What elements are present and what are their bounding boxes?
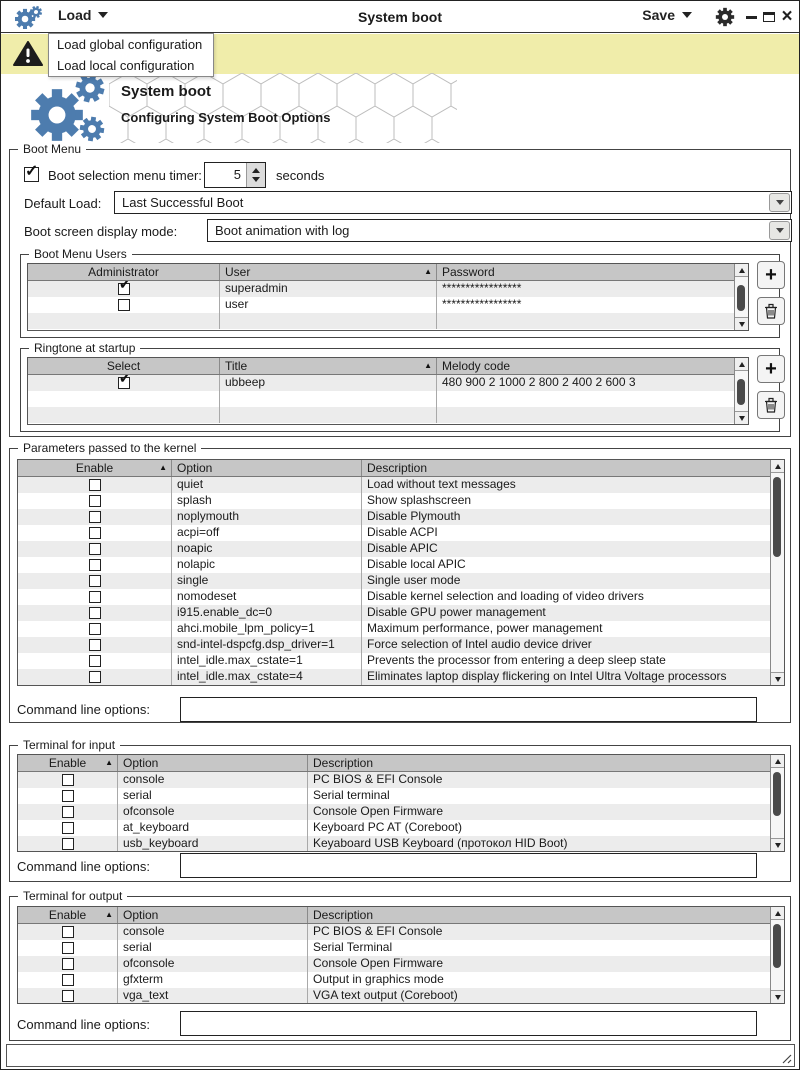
column-header-label: Administrator bbox=[88, 265, 159, 279]
terminal-output-cmdline-label: Command line options: bbox=[17, 1017, 150, 1032]
cell-description[interactable]: Keyboard PC AT (Coreboot) bbox=[313, 820, 462, 834]
arrow-up-icon bbox=[775, 911, 781, 916]
checkbox-cell bbox=[18, 589, 172, 605]
checkbox-cell bbox=[18, 477, 172, 493]
save-menu-label: Save bbox=[642, 7, 675, 23]
row-checkbox[interactable] bbox=[62, 974, 74, 986]
table-row[interactable] bbox=[18, 772, 784, 788]
cell-option[interactable]: splash bbox=[172, 493, 362, 509]
arrow-up-icon bbox=[739, 268, 745, 273]
default-load-value: Last Successful Boot bbox=[122, 195, 244, 210]
cell-option[interactable]: serial bbox=[118, 940, 308, 956]
table-row[interactable] bbox=[18, 924, 784, 940]
column-header-melody-code[interactable] bbox=[437, 358, 734, 374]
scrollbar-thumb[interactable] bbox=[773, 924, 781, 968]
menu-item-load-global-configuration[interactable]: Load global configuration bbox=[57, 37, 203, 52]
scroll-up-button[interactable] bbox=[735, 264, 748, 277]
maximize-icon bbox=[763, 12, 775, 22]
arrow-down-icon bbox=[739, 416, 745, 421]
cell-user[interactable]: user bbox=[220, 297, 437, 313]
table-header-row bbox=[18, 460, 784, 477]
minimize-button[interactable] bbox=[743, 10, 759, 24]
row-checkbox[interactable] bbox=[62, 774, 74, 786]
timer-value: 5 bbox=[233, 167, 241, 182]
table-row[interactable] bbox=[18, 573, 784, 589]
cell-description[interactable]: Serial terminal bbox=[313, 788, 390, 802]
column-header-select[interactable] bbox=[28, 358, 220, 374]
display-mode-label: Boot screen display mode: bbox=[24, 224, 178, 239]
ringtone-legend: Ringtone at startup bbox=[29, 341, 140, 355]
warning-icon bbox=[13, 41, 43, 67]
column-header-enable[interactable] bbox=[18, 755, 118, 771]
cell-description[interactable]: Output in graphics mode bbox=[313, 972, 444, 986]
scroll-up-button[interactable] bbox=[771, 460, 784, 473]
cell-description[interactable]: Keyaboard USB Keyboard (протокол HID Boot) bbox=[313, 836, 568, 850]
kernel-parameters-table bbox=[17, 459, 785, 686]
table-row[interactable] bbox=[18, 525, 784, 541]
row-checkbox[interactable] bbox=[89, 559, 101, 571]
users-table bbox=[27, 263, 749, 331]
spin-down-icon[interactable] bbox=[252, 177, 260, 182]
row-checkbox[interactable] bbox=[118, 283, 130, 295]
cell-description[interactable]: PC BIOS & EFI Console bbox=[313, 924, 443, 938]
cell-option[interactable]: i915.enable_dc=0 bbox=[172, 605, 362, 621]
column-header-label: Enable bbox=[48, 756, 87, 770]
cell-option[interactable]: usb_keyboard bbox=[118, 836, 308, 852]
table-row[interactable] bbox=[18, 956, 784, 972]
column-header-label: Description bbox=[367, 461, 428, 475]
vertical-scrollbar[interactable] bbox=[734, 264, 748, 330]
scroll-down-button[interactable] bbox=[735, 317, 748, 330]
cell-description[interactable]: Force selection of Intel audio device driver bbox=[367, 637, 592, 651]
cell-password[interactable]: ***************** bbox=[442, 281, 522, 295]
scrollbar-track[interactable] bbox=[735, 371, 748, 411]
table-header-row bbox=[28, 358, 748, 375]
column-header-label: Melody code bbox=[442, 359, 511, 373]
checkbox-cell bbox=[28, 297, 220, 313]
checkbox-cell bbox=[28, 375, 220, 391]
cell-description[interactable]: Load without text messages bbox=[367, 477, 516, 491]
scrollbar-track[interactable] bbox=[771, 473, 784, 672]
row-checkbox[interactable] bbox=[89, 639, 101, 651]
terminal-input-cmdline-label: Command line options: bbox=[17, 859, 150, 874]
timer-checkbox[interactable] bbox=[24, 167, 39, 182]
cell-description[interactable]: VGA text output (Coreboot) bbox=[313, 988, 458, 1002]
arrow-down-icon bbox=[739, 322, 745, 327]
row-checkbox[interactable] bbox=[62, 838, 74, 850]
boot-menu-legend: Boot Menu bbox=[18, 142, 86, 156]
checkbox-cell bbox=[18, 637, 172, 653]
ringtone-group bbox=[20, 341, 780, 432]
cell-title[interactable]: ubbeep bbox=[220, 375, 437, 391]
column-header-description[interactable] bbox=[362, 460, 769, 476]
column-header-enable[interactable] bbox=[18, 907, 118, 923]
kernel-legend: Parameters passed to the kernel bbox=[18, 441, 201, 455]
cell-password[interactable] bbox=[437, 313, 734, 329]
cell-melody-code[interactable] bbox=[437, 407, 734, 423]
cell-description[interactable]: Disable kernel selection and loading of video drivers bbox=[367, 589, 644, 603]
checkbox-cell bbox=[18, 772, 118, 788]
checkbox-cell bbox=[28, 407, 220, 423]
sort-ascending-icon: ▲ bbox=[105, 910, 113, 919]
close-button[interactable] bbox=[779, 6, 795, 27]
table-header-row bbox=[18, 907, 784, 924]
scroll-down-button[interactable] bbox=[771, 990, 784, 1003]
table-row[interactable] bbox=[28, 313, 748, 329]
kernel-cmdline-label: Command line options: bbox=[17, 702, 150, 717]
sort-ascending-icon: ▲ bbox=[159, 463, 167, 472]
close-icon: × bbox=[781, 6, 793, 27]
menu-item-load-local-configuration[interactable]: Load local configuration bbox=[57, 58, 195, 73]
cell-description[interactable]: PC BIOS & EFI Console bbox=[313, 772, 443, 786]
checkbox-cell bbox=[18, 804, 118, 820]
cell-melody-code[interactable] bbox=[437, 391, 734, 407]
spin-up-icon[interactable] bbox=[252, 168, 260, 173]
checkbox-cell bbox=[18, 836, 118, 852]
save-menu-button[interactable] bbox=[642, 7, 692, 23]
plus-icon: + bbox=[765, 263, 777, 286]
page-subtitle: Configuring System Boot Options bbox=[121, 110, 331, 125]
table-row[interactable] bbox=[18, 557, 784, 573]
timer-label: Boot selection menu timer: bbox=[48, 168, 202, 183]
scrollbar-thumb[interactable] bbox=[737, 285, 745, 311]
table-header-row bbox=[18, 755, 784, 772]
cell-description[interactable]: Eliminates laptop display flickering on Intel Ultra Voltage processors bbox=[367, 669, 727, 683]
column-header-label: Description bbox=[313, 756, 374, 770]
cell-description[interactable]: Console Open Firmware bbox=[313, 804, 444, 818]
sort-ascending-icon: ▲ bbox=[424, 361, 432, 370]
row-checkbox[interactable] bbox=[89, 511, 101, 523]
arrow-up-icon bbox=[739, 362, 745, 367]
timer-unit-label: seconds bbox=[276, 168, 325, 183]
row-checkbox[interactable] bbox=[62, 822, 74, 834]
cell-option[interactable]: intel_idle.max_cstate=4 bbox=[172, 669, 362, 685]
arrow-down-icon bbox=[775, 843, 781, 848]
cell-option[interactable]: gfxterm bbox=[118, 972, 308, 988]
titlebar bbox=[1, 1, 799, 33]
status-bar bbox=[6, 1044, 795, 1067]
table-row[interactable] bbox=[18, 589, 784, 605]
table-row[interactable] bbox=[18, 637, 784, 653]
window-title: System boot bbox=[357, 9, 442, 25]
cell-option[interactable]: snd-intel-dspcfg.dsp_driver=1 bbox=[172, 637, 362, 653]
row-checkbox[interactable] bbox=[89, 623, 101, 635]
table-row[interactable] bbox=[18, 477, 784, 493]
cell-user[interactable]: superadmin bbox=[220, 281, 437, 297]
delete-user-button[interactable] bbox=[757, 297, 785, 325]
users-legend: Boot Menu Users bbox=[29, 247, 132, 261]
vertical-scrollbar[interactable] bbox=[734, 358, 748, 424]
row-checkbox[interactable] bbox=[62, 942, 74, 954]
checkbox-cell bbox=[18, 525, 172, 541]
row-checkbox[interactable] bbox=[89, 575, 101, 587]
table-row[interactable] bbox=[18, 940, 784, 956]
checkbox-cell bbox=[18, 820, 118, 836]
column-header-option[interactable] bbox=[118, 755, 308, 771]
cell-option[interactable]: nolapic bbox=[172, 557, 362, 573]
chevron-down-icon bbox=[776, 228, 784, 233]
cell-option[interactable]: ofconsole bbox=[118, 956, 308, 972]
checkbox-cell bbox=[28, 391, 220, 407]
scroll-up-button[interactable] bbox=[735, 358, 748, 371]
trash-icon bbox=[764, 397, 778, 413]
boot-menu-users-group bbox=[20, 247, 780, 338]
settings-gear-button[interactable] bbox=[715, 7, 735, 27]
checkbox-cell bbox=[18, 605, 172, 621]
cell-description[interactable]: Show splashscreen bbox=[367, 493, 472, 507]
checkbox-cell bbox=[18, 972, 118, 988]
kernel-cmdline-input[interactable] bbox=[180, 697, 757, 722]
cell-option[interactable]: ofconsole bbox=[118, 804, 308, 820]
sort-ascending-icon: ▲ bbox=[424, 267, 432, 276]
table-row[interactable] bbox=[18, 972, 784, 988]
terminal-input-cmdline-input[interactable] bbox=[180, 853, 757, 878]
cell-user[interactable] bbox=[220, 313, 437, 329]
row-checkbox[interactable] bbox=[62, 806, 74, 818]
row-checkbox[interactable] bbox=[62, 990, 74, 1002]
arrow-down-icon bbox=[775, 677, 781, 682]
row-checkbox[interactable] bbox=[89, 495, 101, 507]
gears-logo bbox=[23, 73, 109, 143]
cell-option[interactable]: nomodeset bbox=[172, 589, 362, 605]
table-header-row bbox=[28, 264, 748, 281]
cell-option[interactable]: console bbox=[118, 924, 308, 940]
checkbox-cell bbox=[18, 541, 172, 557]
table-row[interactable] bbox=[18, 669, 784, 685]
cell-option[interactable]: ahci.mobile_lpm_policy=1 bbox=[172, 621, 362, 637]
row-checkbox[interactable] bbox=[89, 655, 101, 667]
cell-description[interactable]: Console Open Firmware bbox=[313, 956, 444, 970]
row-checkbox[interactable] bbox=[118, 377, 130, 389]
column-header-label: Option bbox=[177, 461, 213, 475]
cell-title[interactable] bbox=[220, 407, 437, 423]
column-header-label: Description bbox=[313, 908, 374, 922]
kernel-parameters-group bbox=[9, 441, 791, 723]
row-checkbox[interactable] bbox=[62, 926, 74, 938]
vertical-scrollbar[interactable] bbox=[770, 755, 784, 851]
chevron-down-icon bbox=[776, 200, 784, 205]
cell-description[interactable]: Disable APIC bbox=[367, 541, 438, 555]
column-header-description[interactable] bbox=[308, 907, 769, 923]
cell-option[interactable]: serial bbox=[118, 788, 308, 804]
scrollbar-track[interactable] bbox=[771, 768, 784, 838]
cell-description[interactable]: Disable Plymouth bbox=[367, 509, 461, 523]
cell-option[interactable]: acpi=off bbox=[172, 525, 362, 541]
cell-melody-code[interactable]: 480 900 2 1000 2 800 2 400 2 600 3 bbox=[442, 375, 636, 389]
checkbox-cell bbox=[18, 788, 118, 804]
arrow-up-icon bbox=[775, 759, 781, 764]
checkbox-cell bbox=[18, 573, 172, 589]
add-ringtone-button[interactable] bbox=[757, 355, 785, 383]
row-checkbox[interactable] bbox=[118, 299, 130, 311]
column-header-label: Option bbox=[123, 908, 159, 922]
scrollbar-thumb[interactable] bbox=[737, 379, 745, 405]
cell-option[interactable]: noplymouth bbox=[172, 509, 362, 525]
resize-grip[interactable] bbox=[779, 1051, 792, 1064]
column-header-label: Title bbox=[225, 359, 248, 373]
terminal-output-cmdline-input[interactable] bbox=[180, 1011, 757, 1036]
checkbox-cell bbox=[18, 924, 118, 940]
sort-ascending-icon: ▲ bbox=[105, 758, 113, 767]
cell-description[interactable]: Serial Terminal bbox=[313, 940, 393, 954]
column-header-label: User bbox=[225, 265, 251, 279]
row-checkbox[interactable] bbox=[89, 671, 101, 683]
checkbox-cell bbox=[18, 988, 118, 1004]
cell-description[interactable]: Disable GPU power management bbox=[367, 605, 546, 619]
checkbox-cell bbox=[18, 557, 172, 573]
page-title: System boot bbox=[121, 83, 212, 100]
cell-option[interactable]: single bbox=[172, 573, 362, 589]
boot-menu-group bbox=[9, 142, 791, 437]
load-menu-label: Load bbox=[58, 7, 92, 23]
cell-option[interactable]: vga_text bbox=[118, 988, 308, 1004]
column-header-user[interactable] bbox=[220, 264, 437, 280]
scroll-down-button[interactable] bbox=[735, 411, 748, 424]
cell-option[interactable]: quiet bbox=[172, 477, 362, 493]
column-header-title[interactable] bbox=[220, 358, 437, 374]
checkbox-cell bbox=[18, 956, 118, 972]
scrollbar-track[interactable] bbox=[735, 277, 748, 317]
combo-dropdown-button[interactable] bbox=[769, 221, 790, 240]
load-dropdown-menu bbox=[48, 33, 214, 77]
table-row[interactable] bbox=[18, 605, 784, 621]
row-checkbox[interactable] bbox=[89, 591, 101, 603]
checkbox-cell bbox=[18, 621, 172, 637]
cell-description[interactable]: Disable local APIC bbox=[367, 557, 466, 571]
scroll-up-button[interactable] bbox=[771, 907, 784, 920]
table-row[interactable] bbox=[18, 820, 784, 836]
ringtone-table bbox=[27, 357, 749, 425]
plus-icon: + bbox=[765, 357, 777, 380]
scroll-down-button[interactable] bbox=[771, 838, 784, 851]
cell-option[interactable]: at_keyboard bbox=[118, 820, 308, 836]
table-row[interactable] bbox=[18, 621, 784, 637]
timer-spinner[interactable] bbox=[204, 162, 266, 188]
table-row[interactable] bbox=[28, 391, 748, 407]
row-checkbox[interactable] bbox=[62, 958, 74, 970]
table-row[interactable] bbox=[18, 509, 784, 525]
scrollbar-thumb[interactable] bbox=[773, 477, 781, 557]
column-header-option[interactable] bbox=[118, 907, 308, 923]
column-header-label: Password bbox=[442, 265, 495, 279]
row-checkbox[interactable] bbox=[62, 790, 74, 802]
arrow-up-icon bbox=[775, 464, 781, 469]
terminal-input-legend: Terminal for input bbox=[18, 738, 120, 752]
scroll-down-button[interactable] bbox=[771, 672, 784, 685]
cell-description[interactable]: Prevents the processor from entering a deep sleep state bbox=[367, 653, 666, 667]
cell-description[interactable]: Single user mode bbox=[367, 573, 461, 587]
row-checkbox[interactable] bbox=[89, 543, 101, 555]
arrow-down-icon bbox=[775, 995, 781, 1000]
cell-description[interactable]: Disable ACPI bbox=[367, 525, 438, 539]
table-row[interactable] bbox=[18, 493, 784, 509]
table-row[interactable] bbox=[28, 407, 748, 423]
table-row[interactable] bbox=[18, 988, 784, 1004]
cell-description[interactable]: Maximum performance, power management bbox=[367, 621, 603, 635]
table-row[interactable] bbox=[28, 281, 748, 297]
table-row[interactable] bbox=[18, 788, 784, 804]
column-header-password[interactable] bbox=[437, 264, 734, 280]
table-row[interactable] bbox=[18, 653, 784, 669]
display-mode-combobox[interactable] bbox=[207, 219, 792, 242]
checkbox-cell bbox=[18, 509, 172, 525]
table-row[interactable] bbox=[28, 297, 748, 313]
column-header-label: Option bbox=[123, 756, 159, 770]
maximize-button[interactable] bbox=[761, 10, 777, 24]
terminal-input-group bbox=[9, 738, 791, 882]
scrollbar-track[interactable] bbox=[771, 920, 784, 990]
delete-ringtone-button[interactable] bbox=[757, 391, 785, 419]
cell-title[interactable] bbox=[220, 391, 437, 407]
minimize-icon bbox=[746, 16, 757, 19]
column-header-label: Select bbox=[106, 359, 141, 373]
terminal-input-table bbox=[17, 754, 785, 852]
terminal-output-legend: Terminal for output bbox=[18, 889, 127, 903]
checkbox-cell bbox=[18, 653, 172, 669]
column-header-description[interactable] bbox=[308, 755, 769, 771]
vertical-scrollbar[interactable] bbox=[770, 907, 784, 1003]
table-row[interactable] bbox=[18, 541, 784, 557]
checkbox-cell bbox=[28, 313, 220, 329]
scroll-up-button[interactable] bbox=[771, 755, 784, 768]
spinner-buttons[interactable] bbox=[246, 163, 265, 187]
table-row[interactable] bbox=[18, 804, 784, 820]
row-checkbox[interactable] bbox=[89, 607, 101, 619]
row-checkbox[interactable] bbox=[89, 527, 101, 539]
default-load-combobox[interactable] bbox=[114, 191, 792, 214]
cell-option[interactable]: console bbox=[118, 772, 308, 788]
row-checkbox[interactable] bbox=[89, 479, 101, 491]
display-mode-value: Boot animation with log bbox=[215, 223, 350, 238]
vertical-scrollbar[interactable] bbox=[770, 460, 784, 685]
scrollbar-thumb[interactable] bbox=[773, 772, 781, 816]
table-row[interactable] bbox=[18, 836, 784, 852]
column-header-option[interactable] bbox=[172, 460, 362, 476]
combo-dropdown-button[interactable] bbox=[769, 193, 790, 212]
table-row[interactable] bbox=[28, 375, 748, 391]
checkbox-cell bbox=[18, 669, 172, 685]
cell-option[interactable]: intel_idle.max_cstate=1 bbox=[172, 653, 362, 669]
terminal-output-table bbox=[17, 906, 785, 1004]
column-header-label: Enable bbox=[48, 908, 87, 922]
column-header-label: Enable bbox=[75, 461, 114, 475]
column-header-enable[interactable] bbox=[18, 460, 172, 476]
chevron-down-icon bbox=[682, 12, 692, 18]
add-user-button[interactable] bbox=[757, 261, 785, 289]
column-header-administrator[interactable] bbox=[28, 264, 220, 280]
terminal-output-group bbox=[9, 889, 791, 1041]
default-load-label: Default Load: bbox=[24, 196, 102, 211]
checkbox-cell bbox=[18, 493, 172, 509]
cell-password[interactable]: ***************** bbox=[442, 297, 522, 311]
cell-option[interactable]: noapic bbox=[172, 541, 362, 557]
checkbox-cell bbox=[28, 281, 220, 297]
trash-icon bbox=[764, 303, 778, 319]
checkbox-cell bbox=[18, 940, 118, 956]
